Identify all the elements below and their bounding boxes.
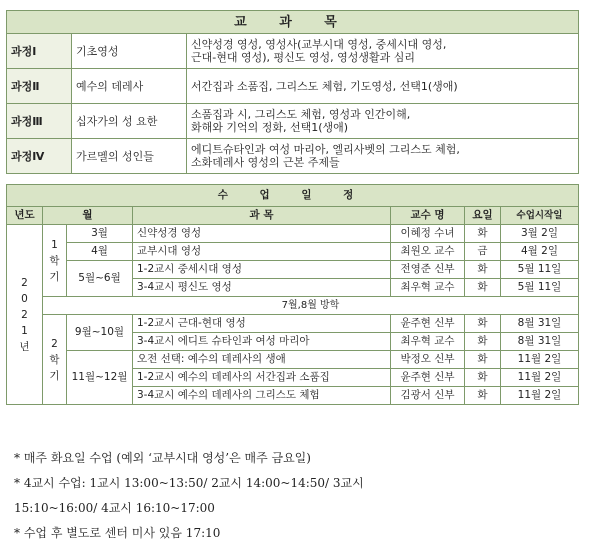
col-day: 요일 (465, 207, 501, 225)
table-row (7, 225, 579, 243)
professor-cell: 윤주현 신부 (391, 369, 465, 387)
professor-cell: 최우혁 교수 (391, 333, 465, 351)
day-cell: 화 (465, 279, 501, 297)
course-name: 기초영성 (72, 34, 187, 69)
course-desc: 서간집과 소품집, 그리스도 체험, 기도영성, 선택1(생애) (187, 69, 579, 104)
semester-2-cell: 2 학 기 (43, 315, 67, 405)
course-label: 과정Ⅰ (7, 34, 72, 69)
break-note: 7월,8월 방학 (43, 297, 579, 315)
day-cell: 화 (465, 387, 501, 405)
subject-cell: 오전 선택: 예수의 데레사의 생애 (133, 351, 391, 369)
course-row (7, 34, 579, 69)
month-cell: 9월~10월 (67, 315, 133, 351)
day-cell: 화 (465, 333, 501, 351)
day-cell: 금 (465, 243, 501, 261)
day-cell: 화 (465, 315, 501, 333)
day-cell: 화 (465, 261, 501, 279)
start-cell: 3월 2일 (501, 225, 579, 243)
month-cell: 11월~12월 (67, 351, 133, 405)
start-cell: 11월 2일 (501, 369, 579, 387)
start-cell: 11월 2일 (501, 387, 579, 405)
start-cell: 5월 11일 (501, 261, 579, 279)
professor-cell: 최원오 교수 (391, 243, 465, 261)
professor-cell: 최우혁 교수 (391, 279, 465, 297)
course-row (7, 69, 579, 104)
table-row (7, 351, 579, 369)
schedule-table (6, 184, 579, 405)
semester-1-cell: 1 학 기 (43, 225, 67, 297)
col-subject: 과 목 (133, 207, 391, 225)
course-desc: 소품집과 시, 그리스도 체험, 영성과 인간이해, 화해와 기억의 정화, 선택1(생애) (187, 104, 579, 139)
note-line: * 매주 화요일 수업 (예외 ‘교부시대 영성’은 매주 금요일) (14, 451, 311, 465)
year-cell: 2 0 2 1 년 (7, 225, 43, 405)
subject-cell: 3-4교시 평신도 영성 (133, 279, 391, 297)
professor-cell: 박정오 신부 (391, 351, 465, 369)
subject-cell: 1-2교시 예수의 데레사의 서간집과 소품집 (133, 369, 391, 387)
professor-cell: 김광서 신부 (391, 387, 465, 405)
course-name: 예수의 데레사 (72, 69, 187, 104)
professor-cell: 윤주현 신부 (391, 315, 465, 333)
notes (14, 446, 574, 546)
day-cell: 화 (465, 225, 501, 243)
month-cell: 3월 (67, 225, 133, 243)
course-row (7, 104, 579, 139)
professor-cell: 전영준 신부 (391, 261, 465, 279)
course-desc: 에디트슈타인과 여성 마리아, 엘리사벳의 그리스도 체험, 소화데레사 영성의 근본 주제들 (187, 139, 579, 174)
course-name: 십자가의 성 요한 (72, 104, 187, 139)
break-row (7, 297, 579, 315)
note-line: * 4교시 수업: 1교시 13:00~13:50/ 2교시 14:00~14:50/ 3교시 (14, 476, 364, 490)
course-name: 가르멜의 성인들 (72, 139, 187, 174)
course-row (7, 139, 579, 174)
course-label: 과정Ⅲ (7, 104, 72, 139)
professor-cell: 이혜정 수녀 (391, 225, 465, 243)
courses-table (6, 10, 579, 174)
start-cell: 8월 31일 (501, 315, 579, 333)
col-start: 수업시작일 (501, 207, 579, 225)
col-year: 년도 (7, 207, 43, 225)
month-cell: 5월~6월 (67, 261, 133, 297)
subject-cell: 1-2교시 근대-현대 영성 (133, 315, 391, 333)
day-cell: 화 (465, 369, 501, 387)
start-cell: 4월 2일 (501, 243, 579, 261)
col-month: 월 (43, 207, 133, 225)
day-cell: 화 (465, 351, 501, 369)
schedule-header: 수 업 일 정 (7, 185, 579, 207)
col-professor: 교수 명 (391, 207, 465, 225)
course-desc: 신약성경 영성, 영성사(교부시대 영성, 중세시대 영성, 근대-현대 영성), 평신도 영성, 영성생활과 심리 (187, 34, 579, 69)
subject-cell: 1-2교시 중세시대 영성 (133, 261, 391, 279)
start-cell: 5월 11일 (501, 279, 579, 297)
subject-cell: 3-4교시 에디트 슈타인과 여성 마리아 (133, 333, 391, 351)
note-line: * 수업 후 별도로 센터 미사 있음 17:10 (14, 526, 221, 540)
course-label: 과정Ⅳ (7, 139, 72, 174)
table-row (7, 243, 579, 261)
subject-cell: 교부시대 영성 (133, 243, 391, 261)
courses-header: 교 과 목 (7, 11, 579, 34)
subject-cell: 신약성경 영성 (133, 225, 391, 243)
start-cell: 11월 2일 (501, 351, 579, 369)
month-cell: 4월 (67, 243, 133, 261)
note-line: 15:10~16:00/ 4교시 16:10~17:00 (14, 501, 215, 515)
table-row (7, 315, 579, 333)
start-cell: 8월 31일 (501, 333, 579, 351)
subject-cell: 3-4교시 예수의 데레사의 그리스도 체험 (133, 387, 391, 405)
course-label: 과정Ⅱ (7, 69, 72, 104)
table-row (7, 261, 579, 279)
